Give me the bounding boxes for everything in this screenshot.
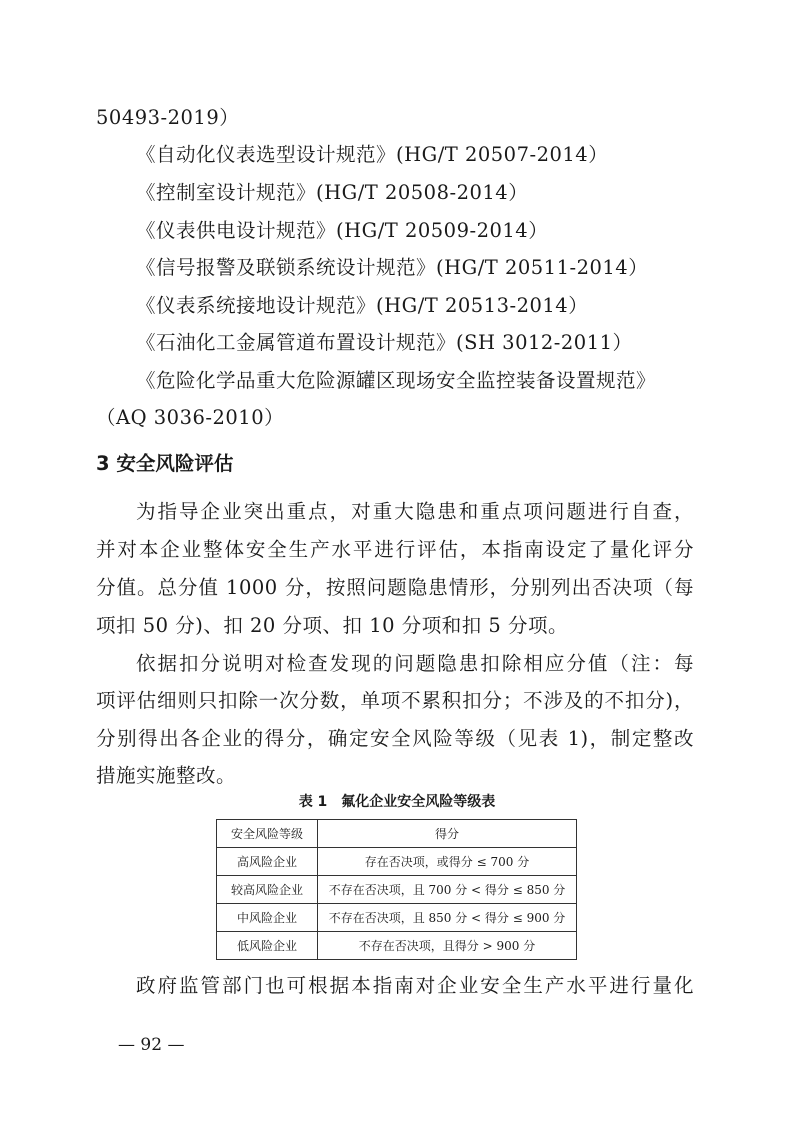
paragraph-line: 措施实施整改。 [96,764,237,787]
table-row [217,932,577,960]
paragraph-line: 为指导企业突出重点，对重大隐患和重点项问题进行自查， [136,500,694,523]
paragraph-line: 分别得出各企业的得分，确定安全风险等级（见表 1)，制定整改 [96,727,694,750]
page-number: — 92 — [118,1035,185,1055]
paragraph-line: 分值。总分值 1000 分，按照问题隐患情形，分别列出否决项（每 [96,576,694,599]
risk-level-cell: 低风险企业 [217,932,318,960]
reference-item: 《危险化学品重大危险源罐区现场安全监控装备设置规范》 [136,369,657,392]
header-score: 得分 [318,820,577,848]
reference-item: 《控制室设计规范》(HG/T 20508-2014） [136,181,529,204]
paragraph-line: 并对本企业整体安全生产水平进行评估，本指南设定了量化评分 [96,538,694,561]
risk-level-cell: 中风险企业 [217,904,318,932]
reference-item: 《仪表供电设计规范》(HG/T 20509-2014） [136,219,549,242]
paragraph-line: 项扣 50 分)、扣 20 分项、扣 10 分项和扣 5 分项。 [96,614,569,637]
reference-item-continuation: （AQ 3036-2010） [96,406,285,429]
reference-item: 《石油化工金属管道布置设计规范》(SH 3012-2011） [136,331,633,354]
reference-item: 《自动化仪表选型设计规范》(HG/T 20507-2014） [136,143,609,166]
header-risk-level: 安全风险等级 [217,820,318,848]
score-cell: 存在否决项，或得分 ≤ 700 分 [318,848,577,876]
risk-level-table [216,819,577,960]
score-cell: 不存在否决项，且得分 > 900 分 [318,932,577,960]
reference-item: 《信号报警及联锁系统设计规范》(HG/T 20511-2014） [136,256,649,279]
reference-item: 《仪表系统接地设计规范》(HG/T 20513-2014） [136,294,589,317]
reference-continuation: 50493-2019） [96,106,240,129]
score-cell: 不存在否决项，且 850 分 < 得分 ≤ 900 分 [318,904,577,932]
score-cell: 不存在否决项，且 700 分 < 得分 ≤ 850 分 [318,876,577,904]
risk-level-cell: 高风险企业 [217,848,318,876]
table-row [217,848,577,876]
table-row [217,876,577,904]
paragraph-line: 政府监管部门也可根据本指南对企业安全生产水平进行量化 [136,974,694,997]
paragraph-line: 项评估细则只扣除一次分数，单项不累积扣分；不涉及的不扣分)， [96,689,694,712]
table-header-row [217,820,577,848]
table-caption: 表 1 氟化企业安全风险等级表 [298,794,496,810]
risk-level-cell: 较高风险企业 [217,876,318,904]
paragraph-line: 依据扣分说明对检查发现的问题隐患扣除相应分值（注：每 [136,652,694,675]
table-row [217,904,577,932]
section-heading: 3 安全风险评估 [96,452,234,475]
